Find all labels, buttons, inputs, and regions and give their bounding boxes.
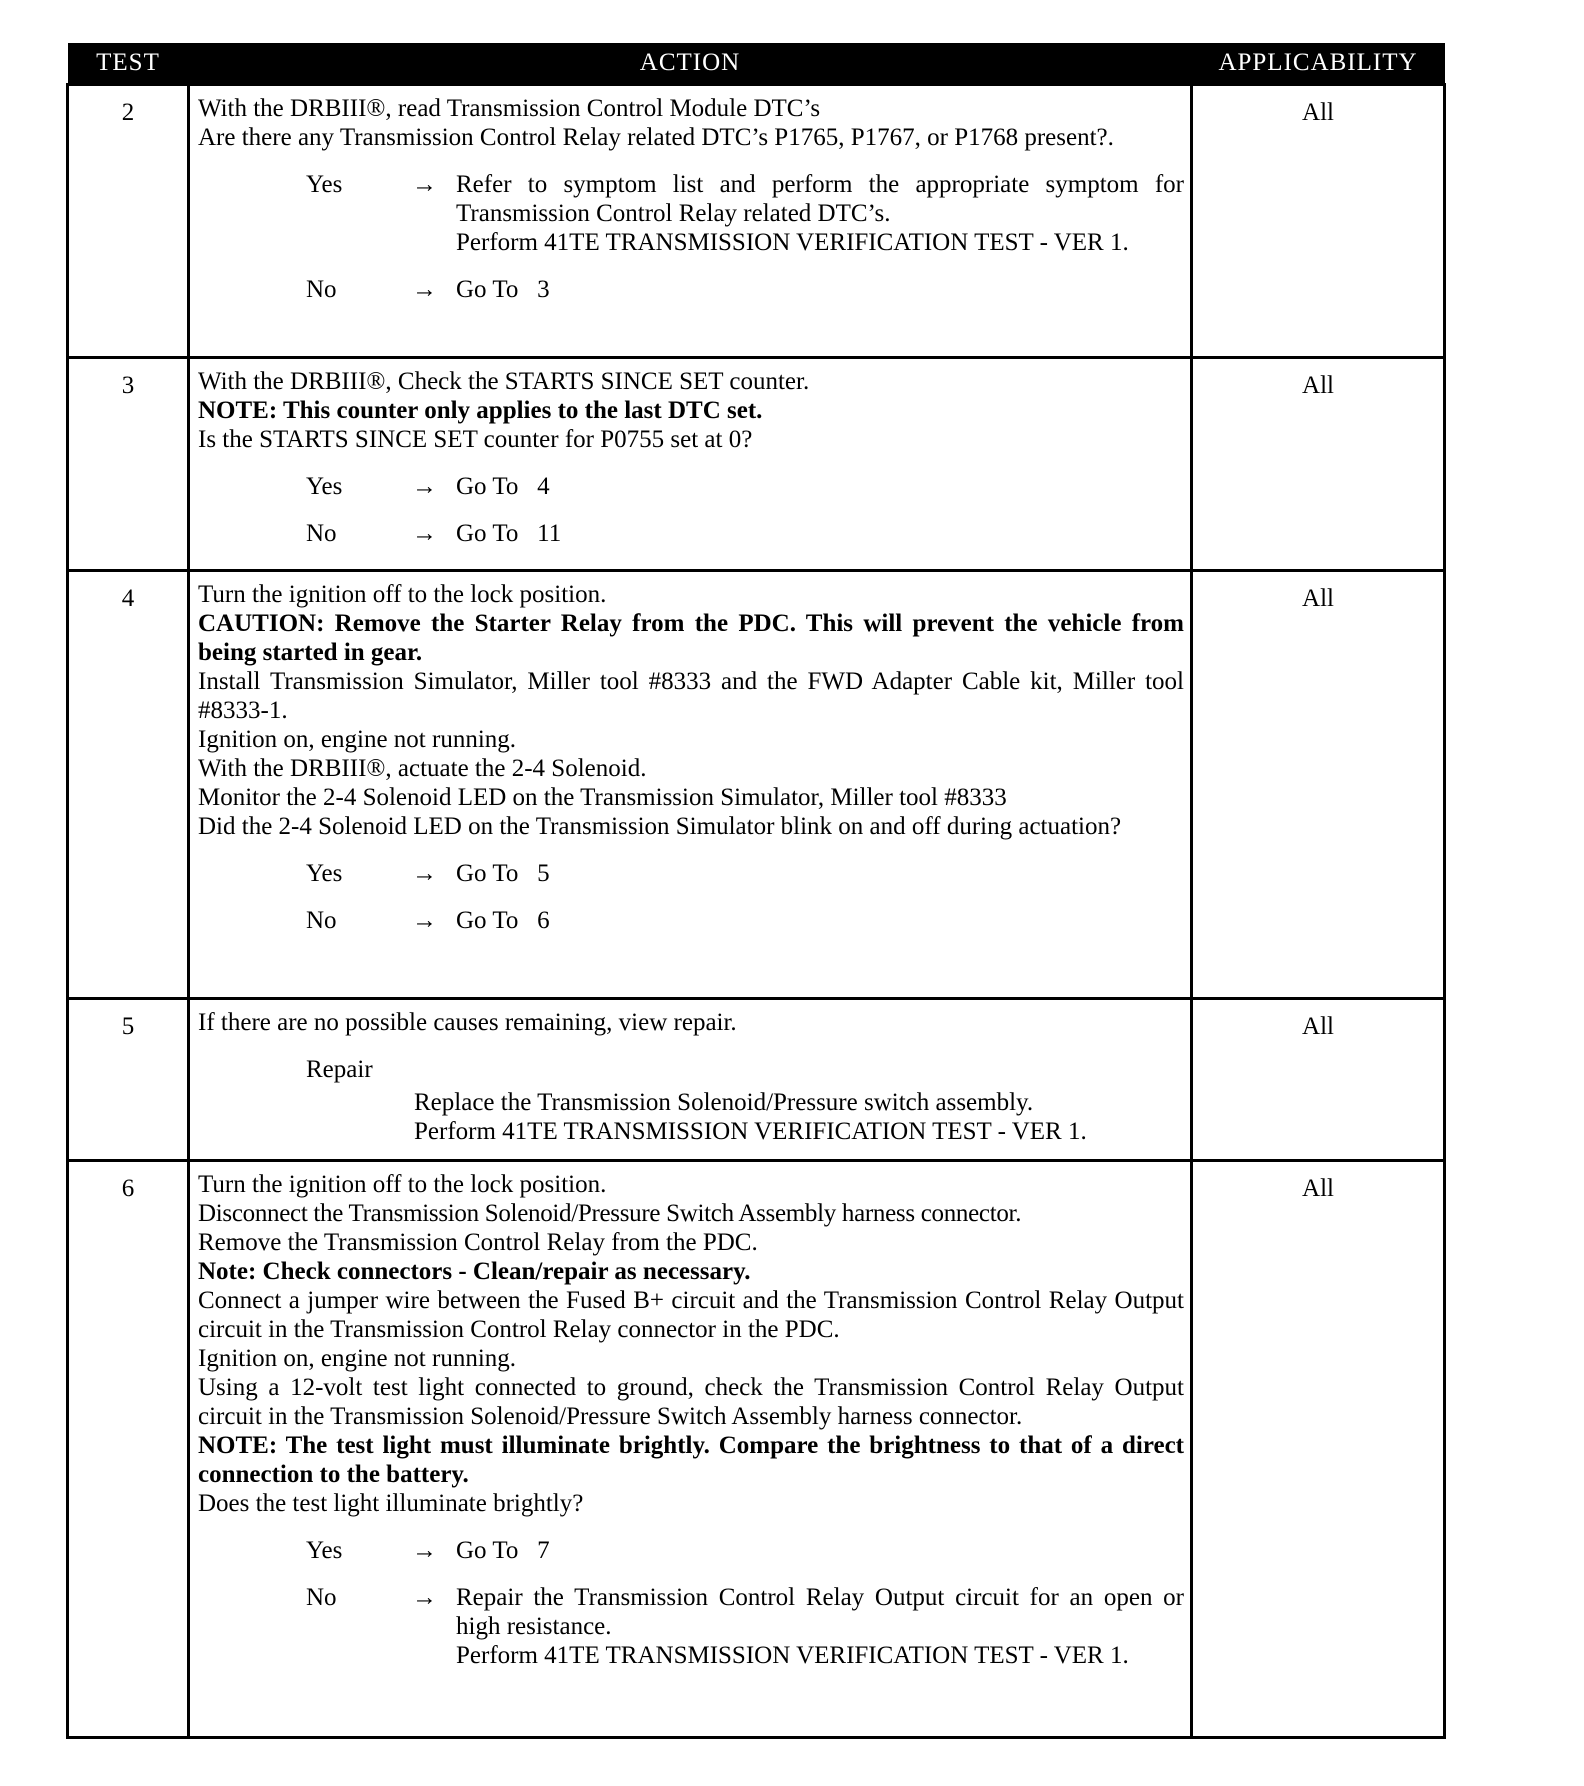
- arrow-icon: →: [412, 907, 437, 934]
- answer-no: [306, 275, 1184, 304]
- action-line: With the DRBIII®, read Transmission Control Module DTC’s: [198, 95, 821, 122]
- action-cell: [189, 358, 1192, 571]
- applicability-cell: All: [1192, 358, 1445, 571]
- answer-result: [456, 1583, 1184, 1670]
- action-line: Are there any Transmission Control Relay related DTC’s P1765, P1767, or P1768 present?.: [198, 124, 1114, 151]
- action-cell: [189, 85, 1192, 358]
- action-line: Install Transmission Simulator, Miller tool #8333 and the FWD Adapter Cable kit, Miller tool #8333-1.: [198, 668, 1184, 724]
- answer-result: [456, 275, 1184, 304]
- table-row: [68, 571, 1445, 999]
- answer-result-line: Go To 3: [456, 276, 550, 303]
- action-cell: [189, 571, 1192, 999]
- action-line: Ignition on, engine not running.: [198, 726, 517, 753]
- answer-result: Go To 7: [456, 1537, 550, 1564]
- note-line: Note: Check connectors - Clean/repair as necessary.: [198, 1258, 751, 1285]
- action-line: Is the STARTS SINCE SET counter for P0755 set at 0?: [198, 426, 753, 453]
- arrow-icon: →: [412, 1584, 437, 1611]
- action-line: Connect a jumper wire between the Fused B+ circuit and the Transmission Control Relay Output circuit in the Transmission Control Relay connector in the PDC.: [198, 1287, 1184, 1343]
- answer-result: Go To 11: [456, 520, 562, 547]
- table-row: [68, 358, 1445, 571]
- answer-result-line: Refer to symptom list and perform the appropriate symptom for Transmission Control Relay related DTC’s.: [456, 171, 1184, 227]
- arrow-icon: →: [412, 473, 437, 500]
- action-line: Monitor the 2-4 Solenoid LED on the Transmission Simulator, Miller tool #8333: [198, 784, 1007, 811]
- answer-yes: [306, 859, 1184, 888]
- answer-result-line: Repair the Transmission Control Relay Output circuit for an open or high resistance.: [456, 1584, 1184, 1640]
- test-number: 4: [68, 571, 189, 999]
- table-header-row: [68, 43, 1445, 85]
- repair-line: Replace the Transmission Solenoid/Pressure switch assembly.: [414, 1089, 1034, 1116]
- applicability-cell: All: [1192, 1161, 1445, 1738]
- test-number: 6: [68, 1161, 189, 1738]
- table-row: [68, 999, 1445, 1161]
- applicability-cell: All: [1192, 85, 1445, 358]
- action-line: With the DRBIII®, actuate the 2-4 Solenoid.: [198, 755, 647, 782]
- answer-no: [306, 519, 1184, 548]
- answer-result: Go To 5: [456, 860, 550, 887]
- test-number: 2: [68, 85, 189, 358]
- arrow-icon: →: [412, 860, 437, 887]
- repair-line: Perform 41TE TRANSMISSION VERIFICATION TEST - VER 1.: [414, 1118, 1087, 1145]
- caution-line: CAUTION: Remove the Starter Relay from the PDC. This will prevent the vehicle from being started in gear.: [198, 610, 1184, 666]
- answer-label: Yes: [306, 171, 343, 198]
- answer-no: [306, 1583, 1184, 1670]
- note-line: NOTE: This counter only applies to the last DTC set.: [198, 397, 763, 424]
- action-line: If there are no possible causes remaining, view repair.: [198, 1009, 737, 1036]
- repair-label: Repair: [306, 1056, 373, 1083]
- answer-label: No: [306, 907, 337, 934]
- note-line: NOTE: The test light must illuminate brightly. Compare the brightness to that of a direct connection to the battery.: [198, 1432, 1184, 1488]
- answer-label: No: [306, 276, 337, 303]
- answer-yes: [306, 472, 1184, 501]
- action-line: Disconnect the Transmission Solenoid/Pressure Switch Assembly harness connector.: [198, 1200, 1022, 1227]
- test-number: 3: [68, 358, 189, 571]
- arrow-icon: →: [412, 520, 437, 547]
- answer-result: Go To 6: [456, 907, 550, 934]
- answer-yes: [306, 170, 1184, 257]
- action-cell: [189, 1161, 1192, 1738]
- header-applicability: APPLICABILITY: [1192, 43, 1445, 85]
- action-line: Remove the Transmission Control Relay from the PDC.: [198, 1229, 758, 1256]
- table-row: [68, 1161, 1445, 1738]
- action-line: Using a 12-volt test light connected to ground, check the Transmission Control Relay Output circuit in the Transmission Solenoid/Pressure Switch Assembly harness connector.: [198, 1374, 1184, 1430]
- answer-result-line: Perform 41TE TRANSMISSION VERIFICATION TEST - VER 1.: [456, 1642, 1129, 1669]
- action-line: Ignition on, engine not running.: [198, 1345, 517, 1372]
- test-number: 5: [68, 999, 189, 1161]
- answer-label: Yes: [306, 860, 343, 887]
- header-action: ACTION: [189, 43, 1192, 85]
- action-line: Turn the ignition off to the lock position.: [198, 1171, 607, 1198]
- answer-result: [456, 170, 1184, 257]
- answer-label: Yes: [306, 1537, 343, 1564]
- action-cell: [189, 999, 1192, 1161]
- answer-label: Yes: [306, 473, 343, 500]
- diagnostic-table: [66, 43, 1446, 1739]
- table-row: [68, 85, 1445, 358]
- answer-yes: [306, 1536, 1184, 1565]
- action-line: With the DRBIII®, Check the STARTS SINCE SET counter.: [198, 368, 810, 395]
- answer-result-line: Perform 41TE TRANSMISSION VERIFICATION TEST - VER 1.: [456, 229, 1129, 256]
- answer-label: No: [306, 520, 337, 547]
- answer-result: Go To 4: [456, 473, 550, 500]
- answer-label: No: [306, 1584, 337, 1611]
- applicability-cell: All: [1192, 571, 1445, 999]
- action-line: Does the test light illuminate brightly?: [198, 1490, 584, 1517]
- header-test: TEST: [68, 43, 189, 85]
- action-line: Turn the ignition off to the lock position.: [198, 581, 607, 608]
- repair-body: [414, 1088, 1184, 1146]
- arrow-icon: →: [412, 1537, 437, 1564]
- answer-no: [306, 906, 1184, 935]
- action-line: Did the 2-4 Solenoid LED on the Transmission Simulator blink on and off during actuation?: [198, 813, 1122, 840]
- arrow-icon: →: [412, 171, 437, 198]
- arrow-icon: →: [412, 276, 437, 303]
- applicability-cell: All: [1192, 999, 1445, 1161]
